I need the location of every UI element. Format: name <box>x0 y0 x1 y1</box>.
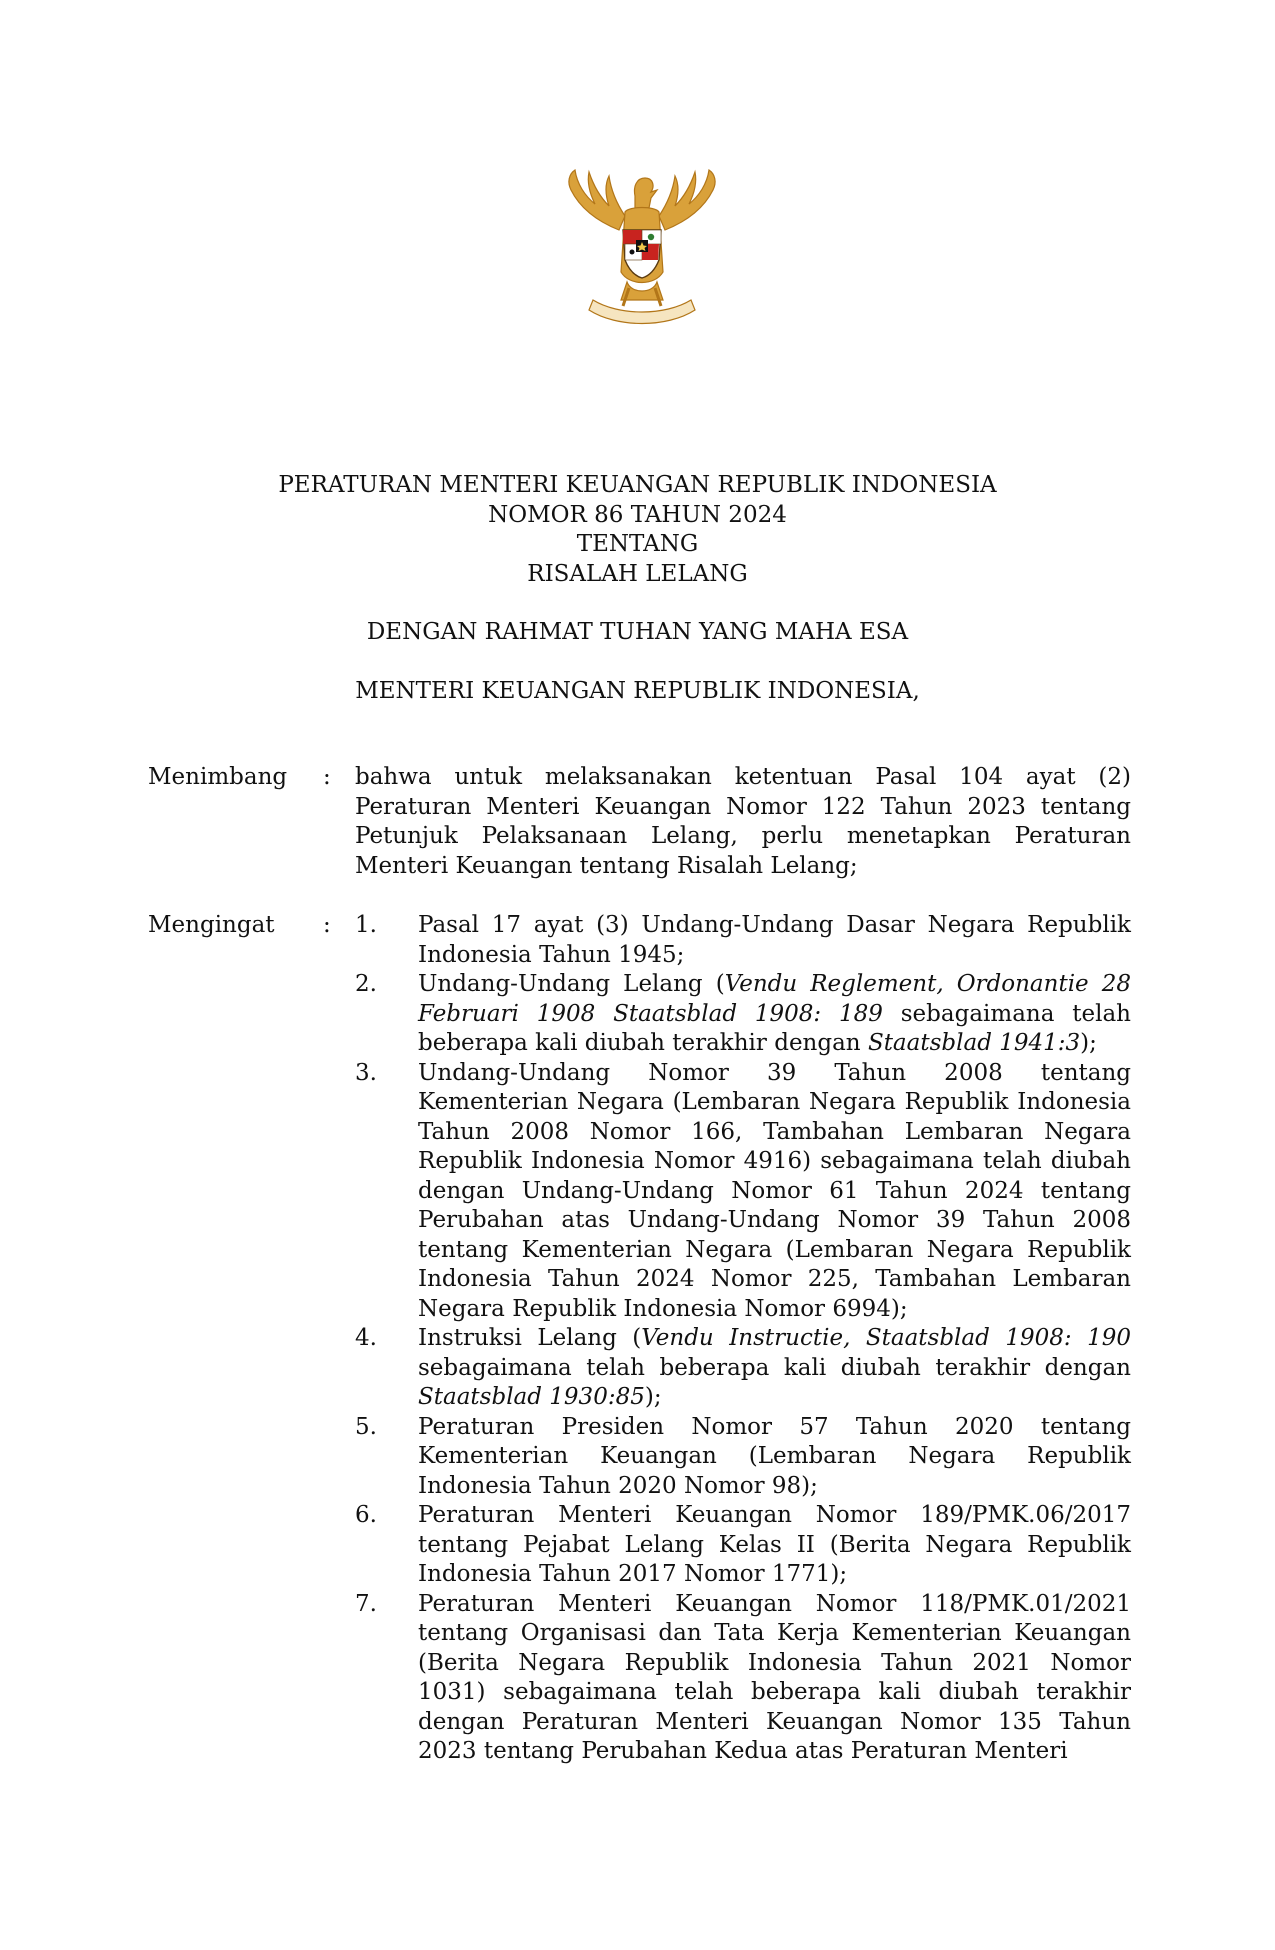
list-item <box>355 970 1131 1059</box>
list-item <box>355 911 1131 970</box>
list-item-text: Peraturan Menteri Keuangan Nomor 189/PMK.06/2017 tentang Pejabat Lelang Kelas II (Berita Negara Republik Indonesia Tahun 2017 Nomor 1771); <box>418 1502 1131 1587</box>
regulation-about: TENTANG <box>576 531 699 557</box>
right-wing-icon <box>659 170 715 230</box>
list-item <box>355 1501 1131 1590</box>
list-item-text: Undang-Undang Nomor 39 Tahun 2008 tentang Kementerian Negara (Lembaran Negara Republik Indonesia Tahun 2008 Nomor 166, Tambahan Lembaran Negara Republik Indonesia Nomor 4916) sebagaimana telah diubah dengan Undang-Undang Nomor 61 Tahun 2024 tentang Perubahan atas Undang-Undang Nomor 39 Tahun 2008 tentang Kementerian Negara (Lembaran Negara Republik Indonesia Tahun 2024 Nomor 225, Tambahan Lembaran Negara Republik Indonesia Nomor 6994); <box>418 1059 1131 1322</box>
list-item <box>355 1590 1131 1767</box>
list-item-text: Instruksi Lelang (Vendu Instructie, Staatsblad 1908: 190 sebagaimana telah beberapa kali diubah terakhir dengan Staatsblad 1930:85); <box>418 1325 1131 1410</box>
list-item-number: 7. <box>355 1590 377 1617</box>
list-item-number: 2. <box>355 971 377 997</box>
list-item-number: 3. <box>355 1059 377 1086</box>
mengingat-label: Mengingat <box>148 912 275 938</box>
mengingat-list <box>355 911 1131 1767</box>
garuda-pancasila-emblem <box>559 160 725 330</box>
motto-ribbon-icon <box>589 300 695 324</box>
list-item-number: 5. <box>355 1413 377 1440</box>
list-item <box>355 1413 1131 1502</box>
list-item-text: Undang-Undang Lelang (Vendu Reglement, Ordonantie 28 Februari 1908 Staatsblad 1908: 189 sebagaimana telah beberapa kali diubah terakhir dengan Staatsblad 1941:3); <box>418 971 1131 1056</box>
left-wing-icon <box>569 170 625 230</box>
list-item <box>355 1324 1131 1413</box>
list-item-text: Pasal 17 ayat (3) Undang-Undang Dasar Negara Republik Indonesia Tahun 1945; <box>418 912 1131 968</box>
menimbang-colon: : <box>323 764 331 790</box>
list-item-number: 6. <box>355 1502 377 1528</box>
regulation-number: NOMOR 86 TAHUN 2024 <box>488 501 787 528</box>
list-item-number: 1. <box>355 912 377 938</box>
issuer: MENTERI KEUANGAN REPUBLIK INDONESIA, <box>355 677 920 704</box>
list-item-text: Peraturan Menteri Keuangan Nomor 118/PMK.01/2021 tentang Organisasi dan Tata Kerja Kementerian Keuangan (Berita Negara Republik Indonesia Tahun 2021 Nomor 1031) sebagaimana telah beberapa kali diubah terakhir dengan Peraturan Menteri Keuangan Nomor 135 Tahun 2023 tentang Perubahan Kedua atas Peraturan Menteri <box>418 1590 1131 1764</box>
preamble: DENGAN RAHMAT TUHAN YANG MAHA ESA <box>366 619 909 645</box>
list-item-text: Peraturan Presiden Nomor 57 Tahun 2020 tentang Kementerian Keuangan (Lembaran Negara Republik Indonesia Tahun 2020 Nomor 98); <box>418 1413 1131 1499</box>
list-item-number: 4. <box>355 1325 377 1351</box>
regulation-title: PERATURAN MENTERI KEUANGAN REPUBLIK INDONESIA <box>278 472 997 498</box>
menimbang-label: Menimbang <box>148 764 288 790</box>
head-icon <box>634 178 657 208</box>
menimbang-text: bahwa untuk melaksanakan ketentuan Pasal 104 ayat (2) Peraturan Menteri Keuangan Nomor 122 Tahun 2023 tentang Petunjuk Pelaksanaan Lelang, perlu menetapkan Peraturan Menteri Keuangan tentang Risalah Lelang; <box>355 764 1131 879</box>
regulation-subject: RISALAH LELANG <box>527 560 748 587</box>
regulation-title-block <box>200 471 1075 706</box>
list-item <box>355 1059 1131 1325</box>
mengingat-colon: : <box>323 912 331 938</box>
